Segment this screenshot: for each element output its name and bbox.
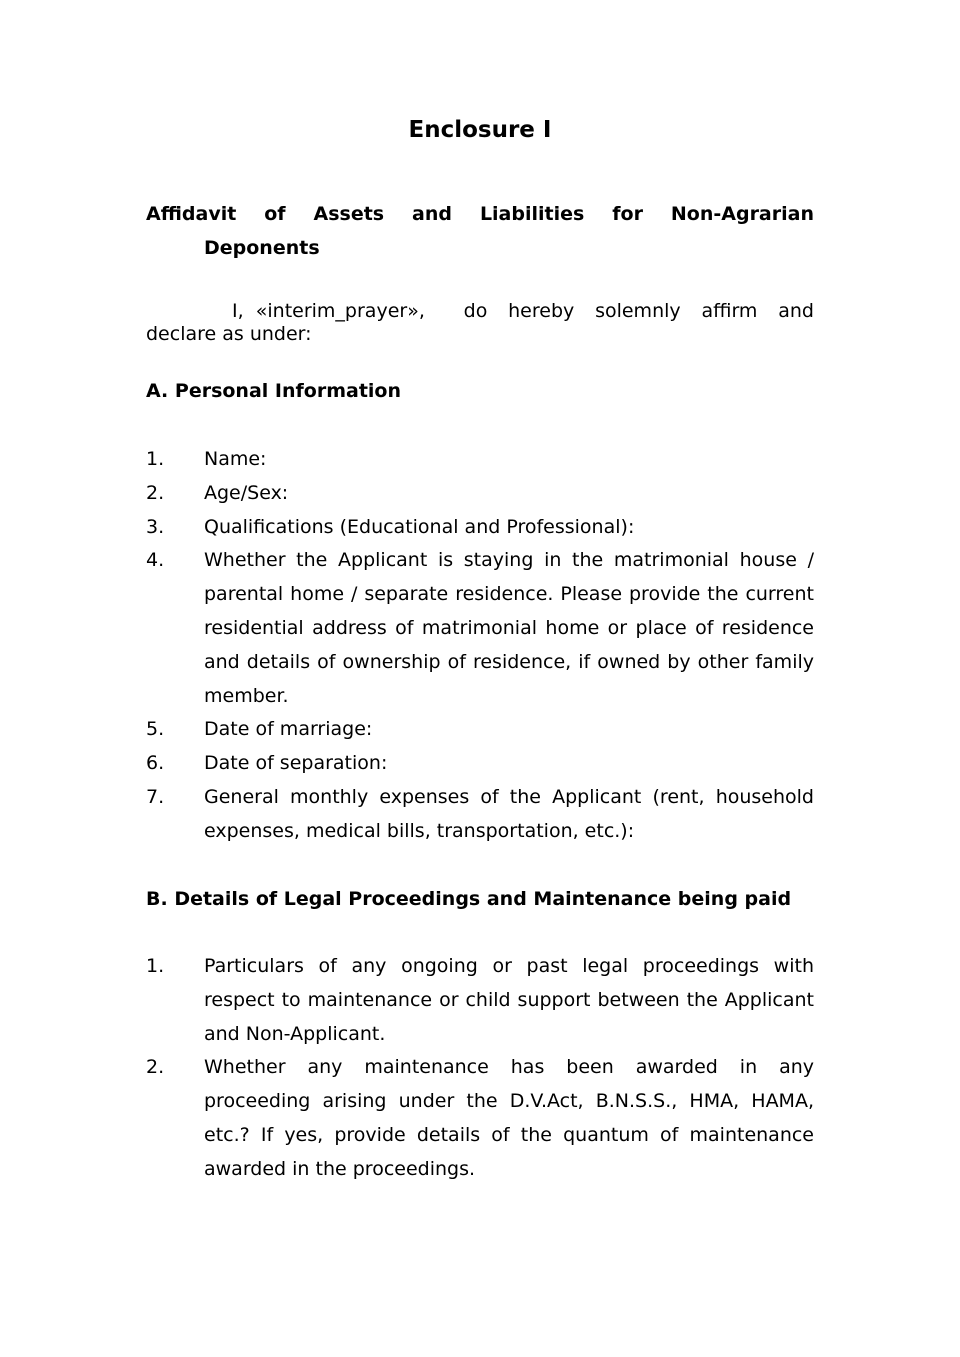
subtitle-word: and [412, 203, 452, 225]
item-text: Particulars of any ongoing or past legal proceedings with respect to maintenance or child support between the Applicant and Non-Applicant. [204, 955, 814, 1045]
subtitle-word: Assets [313, 203, 385, 225]
list-item [146, 713, 814, 747]
declaration-paragraph [146, 300, 814, 346]
item-number: 1. [146, 955, 165, 977]
item-text: Date of separation: [204, 752, 388, 775]
subtitle-line-1 [146, 198, 814, 232]
item-number: 1. [146, 448, 165, 470]
item-number: 4. [146, 549, 165, 572]
declaration-word: affirm [701, 300, 758, 322]
item-number: 7. [146, 785, 165, 808]
subtitle-word: Liabilities [479, 203, 585, 225]
declaration-line-2: declare as under: [146, 323, 312, 345]
subtitle-line-2: Deponents [204, 236, 320, 259]
item-text: Age/Sex: [204, 481, 289, 504]
item-text: Date of marriage: [204, 718, 373, 741]
declaration-word: do [463, 300, 488, 322]
subtitle-word: of [264, 203, 286, 225]
item-number: 5. [146, 718, 165, 741]
declaration-word: hereby [508, 300, 575, 322]
item-text: Name: [204, 448, 267, 470]
declaration-line-1 [146, 300, 814, 323]
section-a-list [146, 443, 814, 849]
document-subtitle [146, 198, 814, 265]
section-a-heading: A. Personal Information [146, 380, 401, 402]
subtitle-word: for [612, 203, 643, 225]
list-item [146, 950, 814, 1051]
list-item [146, 781, 814, 849]
item-text: Whether any maintenance has been awarded in any proceeding arising under the D.V.Act, B.N.S.S., HMA, HAMA, etc.? If yes, provide details of the quantum of maintenance awarded in the proceedings. [204, 1056, 814, 1180]
list-item [146, 443, 814, 477]
item-number: 3. [146, 515, 165, 538]
list-item [146, 1051, 814, 1186]
declaration-word: solemnly [595, 300, 681, 322]
item-number: 2. [146, 481, 165, 504]
item-number: 6. [146, 752, 165, 775]
subtitle-word: Non-Agrarian [670, 203, 814, 225]
section-b-heading: B. Details of Legal Proceedings and Maintenance being paid [146, 888, 792, 910]
section-b-list [146, 950, 814, 1187]
item-text: Qualifications (Educational and Professional): [204, 515, 635, 538]
declaration-pronoun: I, [232, 300, 244, 322]
declaration-intro [232, 300, 425, 323]
declaration-word: and [778, 300, 814, 322]
subtitle-word: Affidavit [146, 203, 237, 225]
item-text: Whether the Applicant is staying in the matrimonial house / parental home / separate residence. Please provide the current residential address of matrimonial home or place of residence and details of ownership of residence, if owned by other family member. [204, 549, 814, 707]
page-title: Enclosure I [408, 117, 552, 143]
item-text: General monthly expenses of the Applicant (rent, household expenses, medical bills, transportation, etc.): [204, 785, 814, 842]
interim-prayer-placeholder: «interim_prayer», [255, 300, 425, 322]
item-number: 2. [146, 1056, 165, 1079]
list-item [146, 544, 814, 713]
list-item [146, 511, 814, 545]
list-item [146, 747, 814, 781]
list-item [146, 477, 814, 511]
